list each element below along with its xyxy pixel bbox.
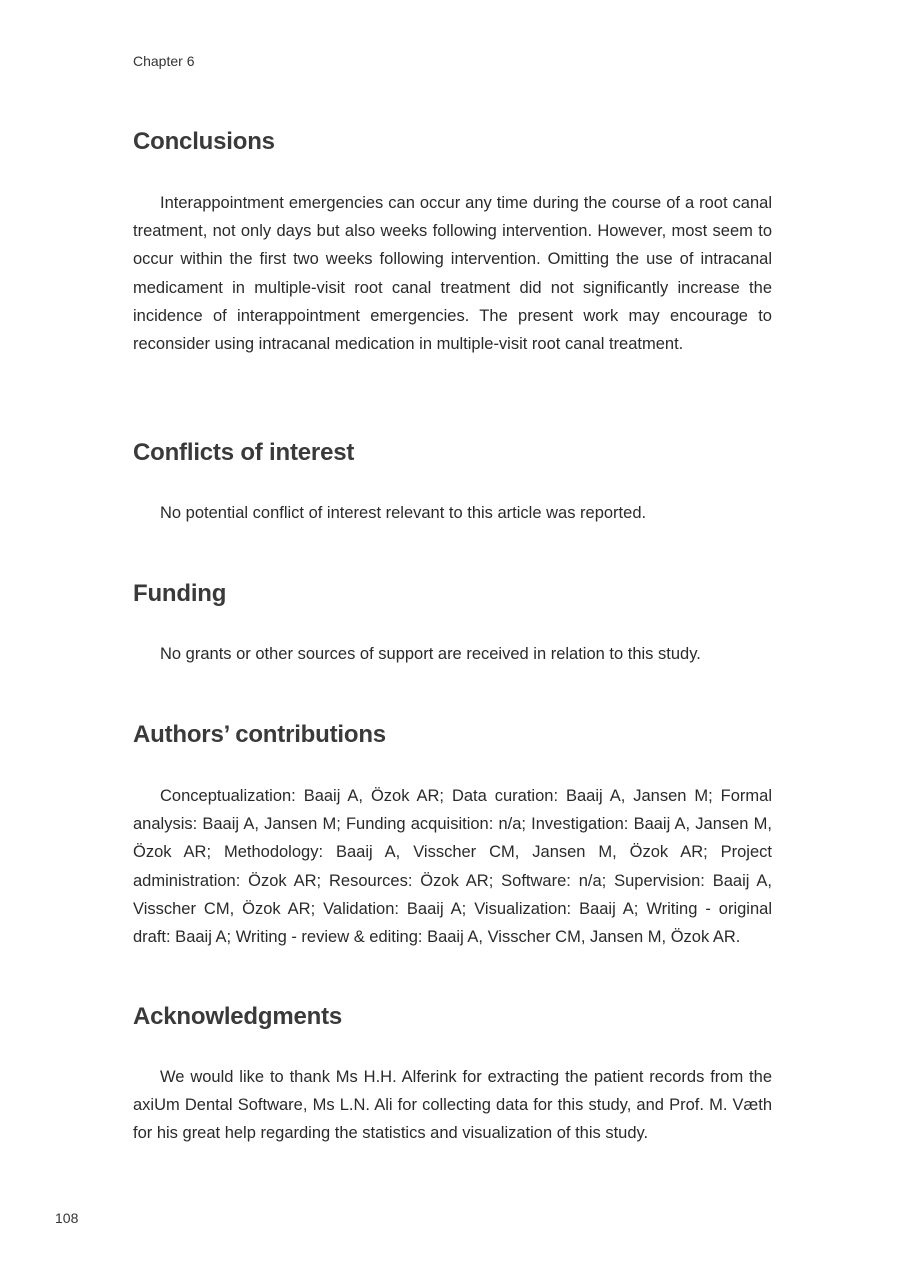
section-heading: Conflicts of interest: [133, 439, 355, 466]
section-body: We would like to thank Ms H.H. Alferink for extracting the patient records from the axiUm Dental Software, Ms L.N. Ali for collecting data for this study, and Prof. M. Væth for his great help regarding the statistics and visualization of this study.: [133, 1068, 772, 1143]
section-heading: Funding: [133, 580, 227, 607]
page-number: 108: [55, 1210, 79, 1226]
section-heading: Authors’ contributions: [133, 721, 386, 748]
section-body: No potential conflict of interest relevant to this article was reported.: [160, 504, 647, 522]
section-body: Conceptualization: Baaij A, Özok AR; Data curation: Baaij A, Jansen M; Formal analysis: Baaij A, Jansen M; Funding acquisition: n/a; Investigation: Baaij A, Jansen M, Özok AR; Methodology: Baaij A, Visscher CM, Jansen M, Özok AR; Project administration: Özok AR; Resources: Özok AR; Software: n/a; Supervision: Baaij A, Visscher CM, Özok AR; Validation: Baaij A; Visualization: Baaij A; Writing - original draft: Baaij A; Writing - review & editing: Baaij A, Visscher CM, Jansen M, Özok AR.: [133, 787, 772, 947]
section-heading: Conclusions: [133, 128, 275, 155]
section-heading: Acknowledgments: [133, 1003, 343, 1030]
section-body: Interappointment emergencies can occur any time during the course of a root canal treatment, not only days but also weeks following intervention. However, most seem to occur within the first two weeks following intervention. Omitting the use of intracanal medicament in multiple-visit root canal treatment did not significantly increase the incidence of interappointment emergencies. The present work may encourage to reconsider using intracanal medication in multiple-visit root canal treatment.: [133, 194, 772, 354]
section-body: No grants or other sources of support are received in relation to this study.: [160, 645, 701, 663]
running-header: Chapter 6: [133, 53, 195, 69]
